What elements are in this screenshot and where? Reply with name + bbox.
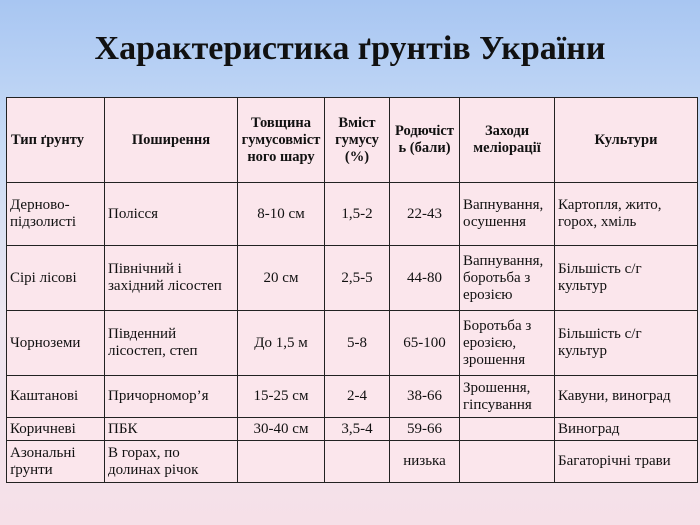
cell-humus-content: 2-4 [325,376,390,418]
cell-fertility: 38-66 [390,376,460,418]
header-soil-type: Тип ґрунту [7,98,105,183]
cell-crops: Більшість с/г культур [555,246,698,311]
cell-distribution: Північний і західний лісостеп [105,246,238,311]
cell-humus-layer-thickness: 30-40 см [238,418,325,441]
cell-crops: Картопля, жито, горох, хміль [555,183,698,246]
cell-humus-content: 1,5-2 [325,183,390,246]
table-row [7,418,698,441]
cell-fertility: низька [390,441,460,483]
cell-melioration: Вапнування, боротьба з ерозією [460,246,555,311]
cell-humus-layer-thickness [238,441,325,483]
cell-soil-type: Дерново-підзолисті [7,183,105,246]
cell-humus-content: 3,5-4 [325,418,390,441]
cell-distribution: Південний лісостеп, степ [105,311,238,376]
cell-humus-content: 5-8 [325,311,390,376]
cell-soil-type: Каштанові [7,376,105,418]
cell-humus-layer-thickness: 8-10 см [238,183,325,246]
header-humus-content: Вміст гумусу (%) [325,98,390,183]
cell-fertility: 22-43 [390,183,460,246]
cell-fertility: 44-80 [390,246,460,311]
cell-fertility: 65-100 [390,311,460,376]
cell-soil-type: Чорноземи [7,311,105,376]
cell-humus-content [325,441,390,483]
cell-humus-content: 2,5-5 [325,246,390,311]
table-row [7,183,698,246]
cell-soil-type: Коричневі [7,418,105,441]
table-header-row [7,98,698,183]
header-humus-layer-thickness: Товщина гумусовмістного шару [238,98,325,183]
cell-melioration: Вапнування, осушення [460,183,555,246]
cell-crops: Виноград [555,418,698,441]
cell-crops: Кавуни, виноград [555,376,698,418]
cell-melioration: Боротьба з ерозією, зрошення [460,311,555,376]
cell-distribution: Полісся [105,183,238,246]
table-row [7,376,698,418]
page-title: Характеристика ґрунтів України [94,30,606,67]
cell-melioration [460,418,555,441]
table-row [7,441,698,483]
header-melioration: Заходи меліорації [460,98,555,183]
cell-crops: Більшість с/г культур [555,311,698,376]
header-distribution: Поширення [105,98,238,183]
cell-crops: Багаторічні трави [555,441,698,483]
cell-melioration [460,441,555,483]
table-row [7,311,698,376]
cell-soil-type: Сірі лісові [7,246,105,311]
cell-fertility: 59-66 [390,418,460,441]
cell-distribution: Причорномор’я [105,376,238,418]
header-fertility: Родючість (бали) [390,98,460,183]
header-crops: Культури [555,98,698,183]
cell-distribution: В горах, по долинах річок [105,441,238,483]
cell-humus-layer-thickness: До 1,5 м [238,311,325,376]
cell-melioration: Зрошення, гіпсування [460,376,555,418]
cell-humus-layer-thickness: 20 см [238,246,325,311]
cell-distribution: ПБК [105,418,238,441]
soil-table [6,97,698,483]
cell-humus-layer-thickness: 15-25 см [238,376,325,418]
table-row [7,246,698,311]
cell-soil-type: Азональні ґрунти [7,441,105,483]
